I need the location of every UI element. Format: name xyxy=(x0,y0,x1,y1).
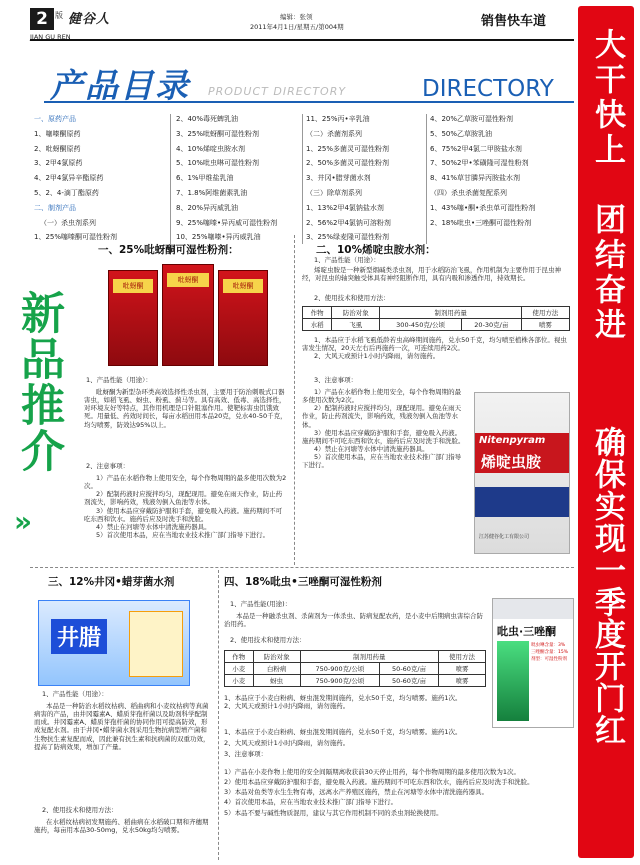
column-divider xyxy=(294,235,295,565)
note-item: 3、注意事项： xyxy=(224,750,268,759)
note-item: 3）使用本品应穿戴防护服和手套，避免吸入药液。施药期间不可吃东西和饮水，施药后应及时洗手和洗脸。 xyxy=(302,428,465,445)
catalog-item: 1、噻嗪酮原药 xyxy=(34,129,81,138)
note-item: 4）禁止在河塘等水体中清洗施药器具。 xyxy=(314,444,429,453)
product-4-perf: 本品是一种融杀虫剂、杀菌剂为一体杀虫、防病复配农药，是小麦中后期病虫害综合防治用药。 xyxy=(224,612,483,629)
table-cell: 50-60克/亩 xyxy=(380,663,439,675)
catalog-item: 5、50%乙草胺乳油 xyxy=(430,129,493,138)
product-4-table-notes xyxy=(224,694,486,710)
product-box-cn: 烯啶虫胺 xyxy=(481,453,542,471)
table-cell: 蚜虫 xyxy=(253,675,300,687)
catalog-item: 6、1%甲维盐乳油 xyxy=(176,174,234,183)
note-item: 5）首次使用本品，应在当地农业技术推广部门指导下进行。 xyxy=(96,530,270,539)
spec-line: 三唑酮含量：15% xyxy=(531,649,569,655)
catalog-item: 1、25%噻嗪酮可湿性粉剂 xyxy=(34,233,118,242)
slogan-banner xyxy=(578,6,634,858)
page-number: 2 xyxy=(36,9,48,29)
product-2-note-head: 3、注意事项： xyxy=(314,376,358,384)
product-1-perf-head: 1、产品性能（用途）： xyxy=(86,376,152,384)
product-4 xyxy=(222,572,572,862)
product-box-company: 江苏健谷化工有限公司 xyxy=(479,534,530,540)
catalog-title-en-small: PRODUCT DIRECTORY xyxy=(208,85,347,98)
catalog-item: 2、56%2甲4氯钠可溶粉剂 xyxy=(306,218,391,227)
catalog-col-4 xyxy=(430,112,535,230)
product-2-title: 二、10%烯啶虫胺水剂： xyxy=(316,244,436,256)
product-1-perf: 吡蚜酮为新型杂环类高效选择性杀虫剂，主要用于防治刺吸式口器害虫，如稻飞虱、蚜虫、粉虱、蓟马等。具有高效、低毒、高选择性，对环境友好等特点，其作用机理是口针阻塞作用。使靶标害虫饥饿致死。用量低、药效时间长，每亩水稻田用本品20克，兑水40-50千克，均匀喷雾，防效达95%以上。 xyxy=(84,388,287,429)
product-1-note-head: 2、注意事项： xyxy=(86,462,130,470)
logo-cn: 健谷人 xyxy=(68,12,111,27)
catalog-item: 6、75%2甲4氯二甲胺盐水剂 xyxy=(430,144,522,153)
table-row xyxy=(225,675,486,687)
table-cell: 50-60克/亩 xyxy=(380,675,439,687)
product-2-perf: 烯啶虫胺是一种新型烟碱类杀虫剂，用于水稻防治飞虱，作用机制为主要作用于昆虫神经，对昆虫的轴突触受体具有神经阻断作用，具有内吸和渗透作用，持效期长。 xyxy=(302,266,561,283)
product-2-usage-head: 2、使用技术和使用方法： xyxy=(314,294,390,302)
note-item: 2）使用本品应穿戴防护服和手套，避免吸入药液。施药期间不可吃东西和饮水，施药后应及时洗手和洗脸。 xyxy=(224,778,534,787)
table-header-cell: 作物 xyxy=(303,307,332,319)
catalog-item: 1、25%多菌灵可湿性粉剂 xyxy=(306,144,390,153)
catalog-divider xyxy=(426,114,427,244)
table-cell: 白粉病 xyxy=(253,663,300,675)
catalog-item: 2、40%毒死蜱乳油 xyxy=(176,115,239,123)
note-item: 3）使用本品应穿戴防护服和手套，避免吸入药液。施药期间不可吃东西和饮水。施药后应及时洗手和洗脸。 xyxy=(84,506,283,523)
page-number-box xyxy=(30,8,54,30)
header-rule xyxy=(30,39,574,41)
catalog-item: 3、井冈•腊芽菌水剂 xyxy=(306,174,371,183)
catalog-item: 2、吡蚜酮原药 xyxy=(34,144,81,153)
catalog-item: 2、50%多菌灵可湿性粉剂 xyxy=(306,159,390,168)
issue-date: 2011年4月1日/星期五/第004期 xyxy=(250,23,344,31)
table-header-cell: 防治对象 xyxy=(332,307,380,319)
catalog-item: 二、制剂产品 xyxy=(34,203,76,212)
table-header-cell: 制剂用药量 xyxy=(300,651,438,663)
product-2-usage-notes xyxy=(302,336,570,360)
product-bag-label: 吡蚜酮 xyxy=(223,279,263,293)
product-2-notes xyxy=(302,388,466,469)
product-3 xyxy=(30,572,216,862)
table-header-row xyxy=(225,651,486,663)
product-1-title: 一、25%吡蚜酮可湿性粉剂： xyxy=(98,244,239,256)
product-2-image xyxy=(474,392,570,554)
note-item: 1）产品在水稻作物上使用安全，每个作物周期的最多使用次数为2次。 xyxy=(302,388,462,405)
table-header-cell: 防治对象 xyxy=(253,651,300,663)
catalog-item: 8、41%草甘膦异丙胺盐水剂 xyxy=(430,174,521,183)
catalog-item: 7、1.8%阿维菌素乳油 xyxy=(176,188,248,197)
note-item: 1、本品应于小麦白粉病、蚜虫混发期间施药，兑水50千克，均匀喷雾。施药1次。 xyxy=(224,694,462,702)
product-bag xyxy=(218,270,268,366)
note-item: 2、大风天或预计1小时内降雨，请勿施药。 xyxy=(314,352,440,361)
note-item: 2、大风天或预计1小时内降雨，请勿施药。 xyxy=(224,739,350,748)
product-3-usage-head: 2、使用技术和使用方法： xyxy=(42,806,118,814)
table-cell: 喷雾 xyxy=(438,663,485,675)
catalog-item: 一、原药产品 xyxy=(34,115,76,123)
catalog-col-1 xyxy=(34,112,117,245)
note-item: 3）本品对鱼类等水生生物有毒，远离水产养殖区施药，禁止在河塘等水体中清洗施药器具。 xyxy=(224,788,489,797)
note-item: 5）首次使用本品，应在当地农业技术推广部门指导下进行。 xyxy=(302,453,462,470)
table-header-cell: 制剂用药量 xyxy=(380,307,521,319)
product-box-top xyxy=(493,599,573,619)
catalog-item: （二）杀菌剂系列 xyxy=(306,129,362,138)
spec-line: 剂型：可湿性粉剂 xyxy=(531,656,567,662)
table-cell: 喷雾 xyxy=(521,319,569,331)
product-bag xyxy=(108,270,158,366)
editor: 编辑：张领 xyxy=(280,13,313,21)
table-cell: 750-900克/公顷 xyxy=(300,663,380,675)
catalog-item: （一）杀虫剂系列 xyxy=(40,218,96,227)
product-4-after-notes xyxy=(224,728,486,758)
note-item: 5）本品不要与碱性物质混用，建议与其它作用机制不同的杀虫剂轮换使用。 xyxy=(224,808,443,817)
table-row xyxy=(225,663,486,675)
product-bag-label: 吡蚜酮 xyxy=(167,273,209,287)
table-header-cell: 作物 xyxy=(225,651,254,663)
catalog-item: 4、2甲4氯异辛酯原药 xyxy=(34,174,104,183)
catalog-item: 9、25%噻嗪•异丙威可湿性粉剂 xyxy=(176,218,278,227)
section-divider xyxy=(30,567,574,568)
catalog-item: 4、10%烯啶虫胺水剂 xyxy=(176,144,246,153)
product-4-notes xyxy=(224,768,572,817)
product-2-perf-head: 1、产品性能（用途）： xyxy=(314,256,380,264)
product-box-specs xyxy=(531,643,573,663)
product-box-plant xyxy=(497,641,529,721)
table-cell: 水稻 xyxy=(303,319,332,331)
catalog-item: 4、20%乙草胺可湿性粉剂 xyxy=(430,115,514,123)
table-cell: 飞虱 xyxy=(332,319,380,331)
catalog-item: 7、50%2甲•苯磺隆可湿性粉剂 xyxy=(430,159,529,168)
catalog-rule xyxy=(44,101,574,103)
table-cell: 750-900克/公顷 xyxy=(300,675,380,687)
product-box-stripe xyxy=(475,487,569,517)
table-cell: 20-30克/亩 xyxy=(461,319,521,331)
catalog-item: 3、2甲4氯原药 xyxy=(34,159,83,168)
product-1-image xyxy=(108,264,268,368)
catalog-item: 1、43%噻•酮•杀虫单可湿性粉剂 xyxy=(430,203,536,212)
note-item: 1、本品应于小麦白粉病、蚜虫混发期间施药，兑水50千克，均匀喷雾。施药1次。 xyxy=(224,728,462,736)
catalog-item: 11、25%丙•辛乳油 xyxy=(306,115,370,123)
slogan-line-1: 大干快上 团结奋进 xyxy=(589,28,625,343)
note-item: 1、本品应于水稻飞虱低龄若虫高峰期间施药，兑水50千克，均匀喷至植株各部位。视虫害发生情况，20天左右后再施药一次，可连续用药2次。 xyxy=(302,336,567,353)
spec-line: 吡虫啉含量：3% xyxy=(531,643,566,648)
product-1 xyxy=(70,240,292,565)
product-3-perf-head: 1、产品性能（用途）： xyxy=(42,690,108,698)
table-row xyxy=(303,319,570,331)
new-products-label: 新品推介 xyxy=(13,290,64,474)
product-bag xyxy=(162,264,214,366)
product-1-notes xyxy=(84,474,288,539)
catalog-item: （三）除草剂系列 xyxy=(306,188,362,197)
catalog-item: 2、18%吡虫•三唑酮可湿性粉剂 xyxy=(430,218,532,227)
note-item: 2）配制药液时应搅拌均匀，现配现用。避免在雨天作业，防止药剂流失，影响药效，残液勿倒入鱼池等水体。 xyxy=(302,404,462,429)
catalog-item: 5、2、4-滴丁酯原药 xyxy=(34,188,99,197)
product-3-perf: 本品是一种防治水稻纹枯病、稻曲病和小麦纹枯病等真菌病害的产品，由井冈霉素A、蜡质芽孢杆菌以及助剂科学配制而成。井冈霉素A、蜡质芽孢杆菌的协同作用可提高防效，形成复配水剂。由于井冈•蜡芽菌水剂采用生物抗病型增产菌和生物抗生素复配而成，因此兼有抗生素和抗病菌的双重功效，提高了防病效果，增加了产量。 xyxy=(34,702,210,751)
table-header-cell: 使用方法 xyxy=(521,307,569,319)
catalog-col-2 xyxy=(176,112,277,245)
product-4-image xyxy=(492,598,574,728)
note-item: 1）产品在小麦作物上使用的安全间隔期离收获前30天停止用药，每个作物周期的最多使用次数为1次。 xyxy=(224,768,521,776)
catalog-divider xyxy=(170,114,171,244)
note-item: 4）首次使用本品，应在当地农业技术推广部门指导下进行。 xyxy=(224,798,398,807)
catalog-divider xyxy=(302,114,303,244)
chevron-right-icon: » xyxy=(14,505,33,538)
product-box-en: Nitenpyram xyxy=(479,435,546,446)
product-3-stripe xyxy=(129,611,183,677)
table-cell: 小麦 xyxy=(225,663,254,675)
page-suffix: 版 xyxy=(55,11,63,20)
product-4-usage-head: 2、使用技术和使用方法： xyxy=(230,636,306,644)
product-3-label: 井腊 xyxy=(51,619,107,654)
product-3-image xyxy=(38,600,190,686)
column-divider xyxy=(218,570,219,860)
header xyxy=(30,6,574,46)
product-4-perf-head: 1、产品性能(用途)： xyxy=(230,600,292,608)
product-2-usage-table xyxy=(302,306,570,331)
catalog-item: 3、25%吡蚜酮可湿性粉剂 xyxy=(176,129,260,138)
product-3-usage: 在水稻纹枯病初发期施药、稻曲病在水稻破口期和齐穗期施药，每亩用本品30-50mg，兑水50kg均匀喷雾。 xyxy=(34,818,209,835)
note-item: 2、大风天或预计1小时内降雨，请勿施药。 xyxy=(224,702,350,711)
table-cell: 小麦 xyxy=(225,675,254,687)
table-cell: 喷雾 xyxy=(438,675,485,687)
slogan-line-2: 确保实现一季度开门红 xyxy=(589,426,625,746)
note-item: 4）禁止在河塘等水体中清洗施药器具。 xyxy=(96,522,211,531)
product-4-usage-table xyxy=(224,650,486,687)
product-4-title: 四、18%吡虫•三唑酮可湿性粉剂 xyxy=(224,576,382,588)
catalog-col-3 xyxy=(306,112,391,245)
product-2 xyxy=(298,240,572,565)
catalog-item: 1、13%2甲4氯钠盐水剂 xyxy=(306,203,384,212)
product-bag-label: 吡蚜酮 xyxy=(113,279,153,293)
product-box-cn: 吡虫·三唑酮 xyxy=(497,625,557,638)
catalog-item: 10、25%噻嗪•异丙威乳油 xyxy=(176,233,261,242)
catalog-title xyxy=(30,52,574,112)
note-item: 2）配制药液时应搅拌均匀，现配现用。避免在雨天作业，防止药剂流失，影响药效，残液勿倒入鱼池等水体。 xyxy=(84,490,283,507)
table-header-row xyxy=(303,307,570,319)
catalog-item: 8、20%异丙威乳油 xyxy=(176,203,239,212)
logo-en: JIAN GU REN xyxy=(30,33,71,41)
table-header-cell: 使用方法 xyxy=(438,651,485,663)
catalog-title-en-big: DIRECTORY xyxy=(422,76,554,102)
catalog-item: 3、25%绿麦隆可湿性粉剂 xyxy=(306,233,390,242)
catalog-title-cn: 产品目录 xyxy=(50,66,190,105)
catalog-item: 5、10%吡虫啉可湿性粉剂 xyxy=(176,159,260,168)
catalog-item: （四）杀虫杀菌复配系列 xyxy=(430,188,507,197)
section-name: 销售快车道 xyxy=(481,14,547,29)
table-cell: 300-450克/公顷 xyxy=(380,319,462,331)
product-3-title: 三、12%井冈•蜡芽菌水剂 xyxy=(48,576,175,588)
note-item: 1）产品在水稻作物上使用安全，每个作物周期的最多使用次数为2次。 xyxy=(84,474,287,491)
